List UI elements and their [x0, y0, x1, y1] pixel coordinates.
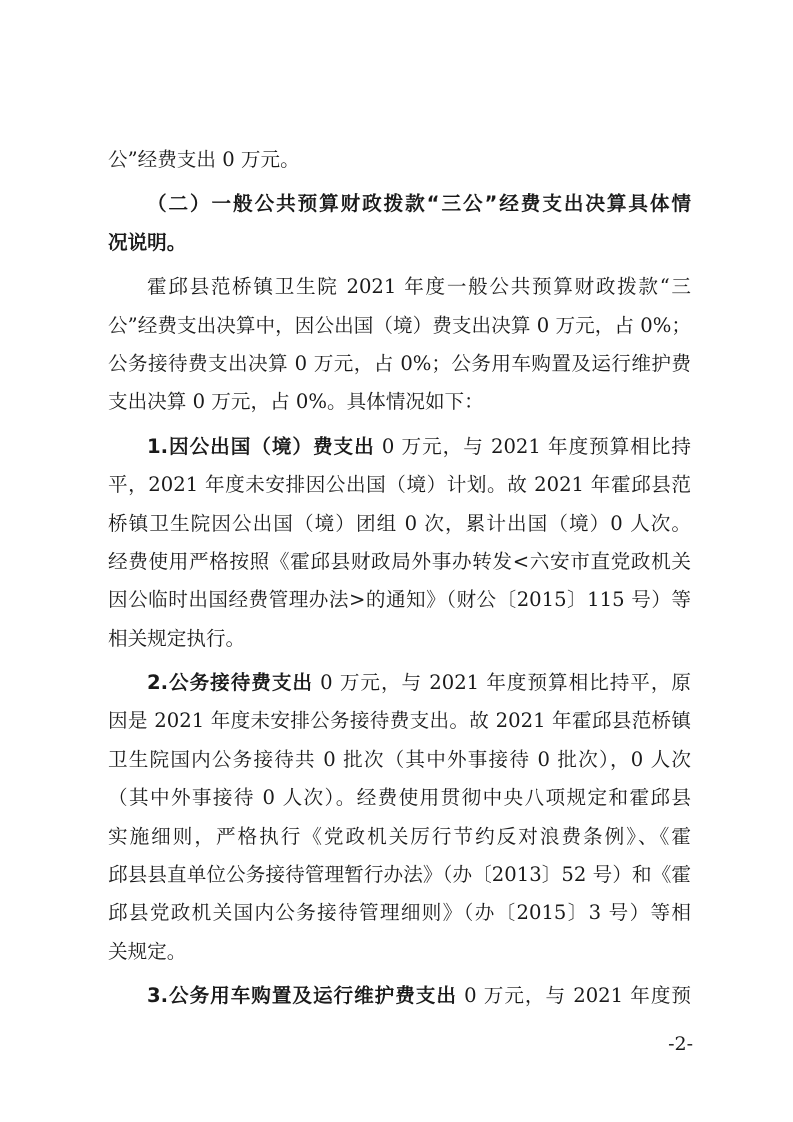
item-heading-vehicles: 3.公务用车购置及运行维护费支出: [147, 984, 457, 1008]
paragraph-line: 桥镇卫生院因公出国（境）团组 0 次，累计出国（境）0 人次。: [108, 511, 691, 535]
paragraph-line: 公”经费支出决算中，因公出国（境）费支出决算 0 万元，占 0%；: [108, 313, 691, 337]
paragraph-line: 卫生院国内公务接待共 0 批次（其中外事接待 0 批次），0 人次: [108, 747, 691, 771]
paragraph-line: 邱县党政机关国内公务接待管理细则》（办〔2015〕3 号）等相: [108, 901, 691, 925]
paragraph-line: 经费使用严格按照《霍邱县财政局外事办转发<六安市直党政机关: [108, 549, 691, 573]
item-text: 0 万元，与 2021 年度预算相比持平，原: [312, 671, 691, 695]
item-text: 0 万元，与 2021 年度预算相比持: [374, 434, 692, 458]
section-heading-cont: 况说明。: [108, 230, 187, 254]
document-body: [108, 141, 691, 1016]
paragraph-line: 因公临时出国经费管理办法>的通知》（财公〔2015〕115 号）等: [108, 588, 691, 612]
paragraph-line: 因是 2021 年度未安排公务接待费支出。故 2021 年霍邱县范桥镇: [108, 709, 691, 733]
paragraph-line: 公”经费支出 0 万元。: [108, 148, 300, 171]
item-heading-reception: 2.公务接待费支出: [147, 671, 313, 695]
paragraph-line: 相关规定执行。: [108, 626, 246, 650]
paragraph-line: （其中外事接待 0 人次）。经费使用贯彻中央八项规定和霍邱县: [108, 786, 691, 810]
section-heading: （二）一般公共预算财政拨款“三公”经费支出决算具体情: [147, 192, 691, 216]
paragraph-line: 平，2021 年度未安排因公出国（境）计划。故 2021 年霍邱县范: [108, 473, 691, 497]
paragraph-line: 公务接待费支出决算 0 万元，占 0%；公务用车购置及运行维护费: [108, 351, 691, 375]
item-heading-abroad: 1.因公出国（境）费支出: [147, 434, 375, 458]
paragraph-line: 支出决算 0 万元，占 0%。具体情况如下：: [108, 390, 484, 414]
paragraph-line: [108, 428, 691, 466]
paragraph-line: 邱县县直单位公务接待管理暂行办法》（办〔2013〕52 号）和《霍: [108, 863, 691, 887]
paragraph-line: 实施细则，严格执行《党政机关厉行节约反对浪费条例》、《霍: [108, 824, 691, 848]
page-number: -2-: [668, 1033, 693, 1055]
paragraph-line: [108, 977, 691, 1015]
item-text: 0 万元，与 2021 年度预: [456, 984, 692, 1008]
paragraph-line: 关规定。: [108, 939, 187, 963]
paragraph-line: [108, 664, 691, 702]
paragraph-line: 霍邱县范桥镇卫生院 2021 年度一般公共预算财政拨款“三: [147, 275, 691, 299]
